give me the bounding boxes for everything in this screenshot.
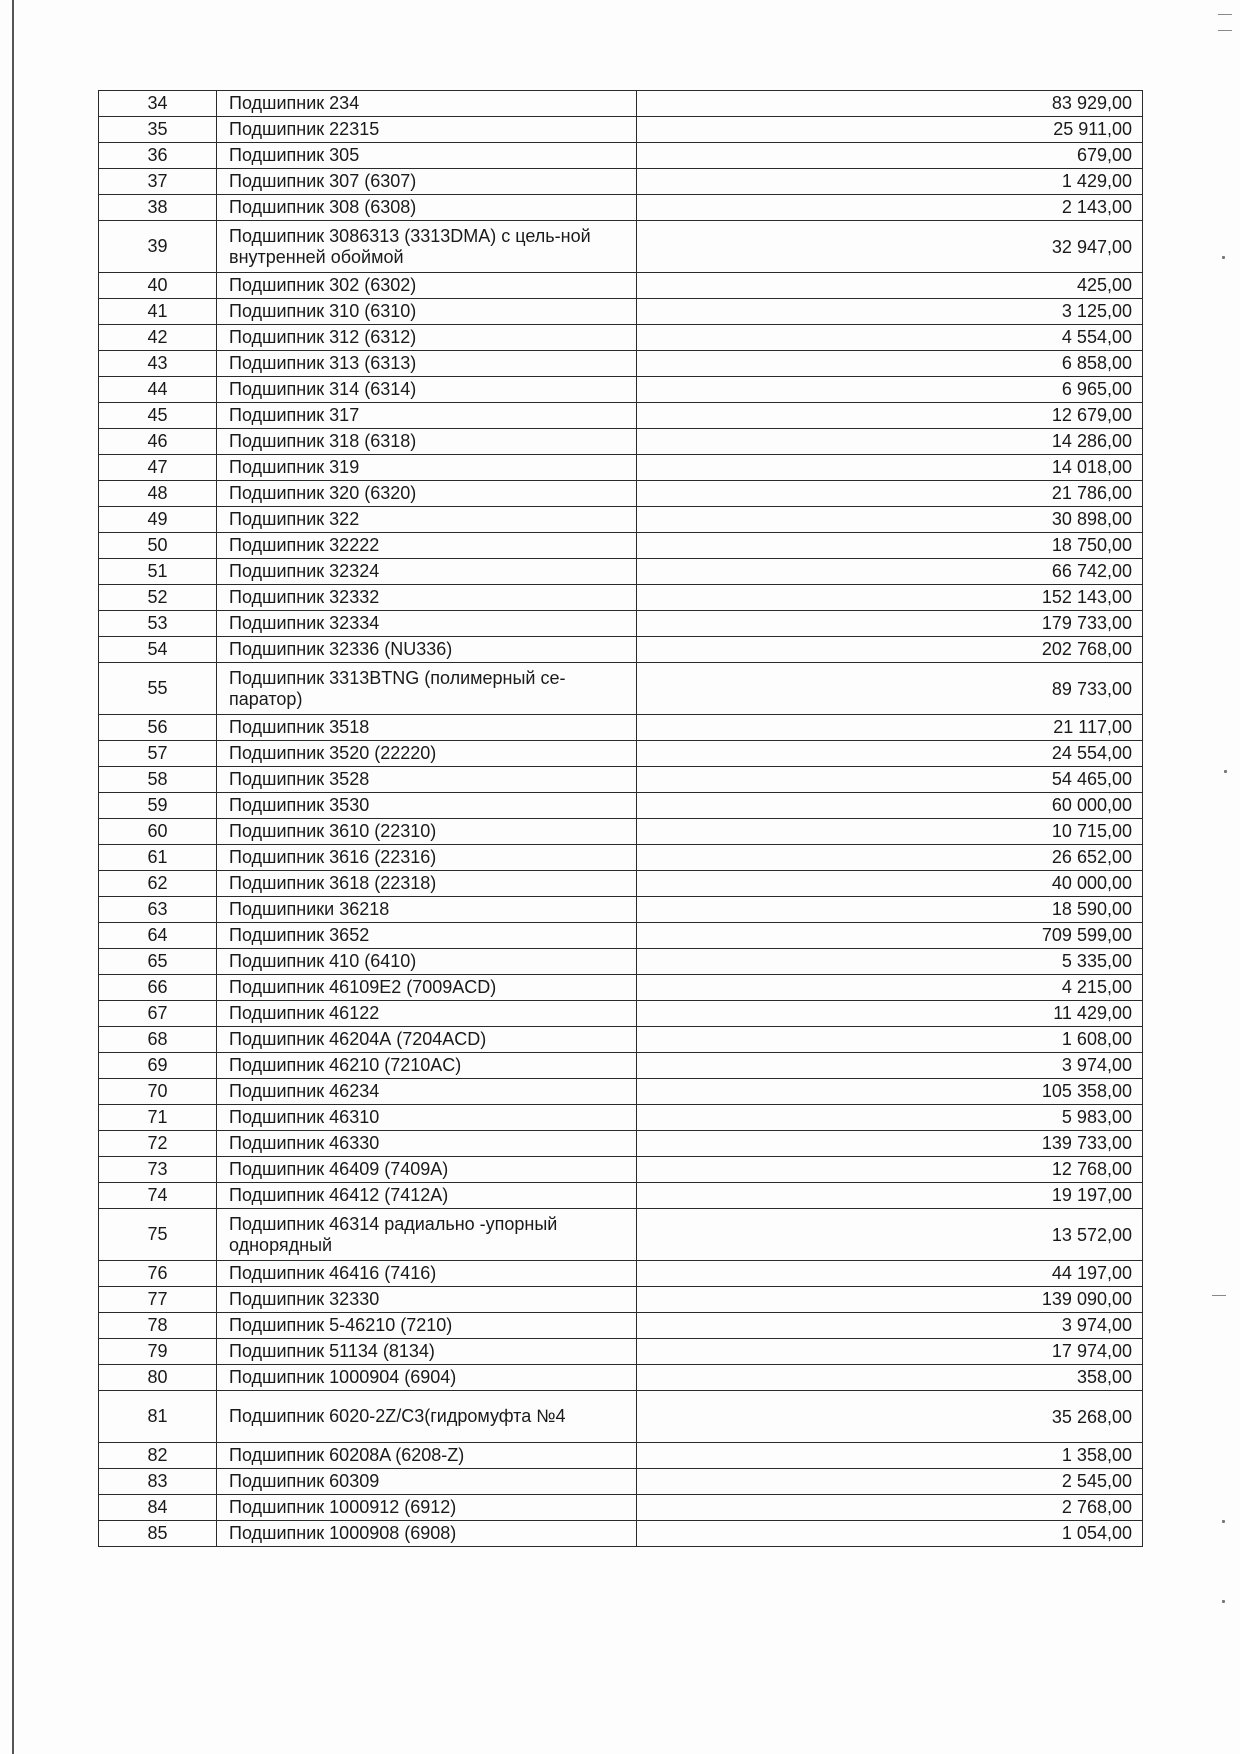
row-number-cell: 53 bbox=[99, 611, 217, 637]
row-number-cell: 59 bbox=[99, 793, 217, 819]
row-number-cell: 51 bbox=[99, 559, 217, 585]
row-number-cell: 83 bbox=[99, 1469, 217, 1495]
item-name-cell: Подшипник 314 (6314) bbox=[217, 377, 637, 403]
item-name-cell: Подшипник 1000908 (6908) bbox=[217, 1521, 637, 1547]
item-name-cell: Подшипник 32334 bbox=[217, 611, 637, 637]
table-row bbox=[99, 975, 1143, 1001]
table-row bbox=[99, 1157, 1143, 1183]
price-cell: 2 545,00 bbox=[637, 1469, 1143, 1495]
row-number-cell: 56 bbox=[99, 715, 217, 741]
item-name-cell: Подшипник 307 (6307) bbox=[217, 169, 637, 195]
price-cell: 17 974,00 bbox=[637, 1339, 1143, 1365]
price-table bbox=[98, 90, 1143, 1547]
price-cell: 6 965,00 bbox=[637, 377, 1143, 403]
item-name-cell: Подшипник 32330 bbox=[217, 1287, 637, 1313]
item-name-cell: Подшипник 410 (6410) bbox=[217, 949, 637, 975]
price-cell: 24 554,00 bbox=[637, 741, 1143, 767]
row-number-cell: 38 bbox=[99, 195, 217, 221]
price-cell: 44 197,00 bbox=[637, 1261, 1143, 1287]
price-cell: 1 429,00 bbox=[637, 169, 1143, 195]
table-row bbox=[99, 1053, 1143, 1079]
item-name-cell: Подшипник 32332 bbox=[217, 585, 637, 611]
row-number-cell: 72 bbox=[99, 1131, 217, 1157]
price-cell: 18 590,00 bbox=[637, 897, 1143, 923]
price-cell: 358,00 bbox=[637, 1365, 1143, 1391]
item-name-cell: Подшипник 3518 bbox=[217, 715, 637, 741]
table-row bbox=[99, 325, 1143, 351]
table-row bbox=[99, 1521, 1143, 1547]
price-cell: 26 652,00 bbox=[637, 845, 1143, 871]
row-number-cell: 41 bbox=[99, 299, 217, 325]
row-number-cell: 76 bbox=[99, 1261, 217, 1287]
item-name-cell: Подшипник 313 (6313) bbox=[217, 351, 637, 377]
price-cell: 21 117,00 bbox=[637, 715, 1143, 741]
table-row bbox=[99, 1209, 1143, 1261]
table-row bbox=[99, 1261, 1143, 1287]
item-name-cell: Подшипник 310 (6310) bbox=[217, 299, 637, 325]
table-row bbox=[99, 819, 1143, 845]
price-cell: 679,00 bbox=[637, 143, 1143, 169]
row-number-cell: 65 bbox=[99, 949, 217, 975]
row-number-cell: 69 bbox=[99, 1053, 217, 1079]
item-name-cell: Подшипник 3610 (22310) bbox=[217, 819, 637, 845]
table-row bbox=[99, 1391, 1143, 1443]
price-cell: 3 974,00 bbox=[637, 1313, 1143, 1339]
row-number-cell: 60 bbox=[99, 819, 217, 845]
item-name-cell: Подшипник 312 (6312) bbox=[217, 325, 637, 351]
table-row bbox=[99, 299, 1143, 325]
price-cell: 54 465,00 bbox=[637, 767, 1143, 793]
table-row bbox=[99, 455, 1143, 481]
scan-edge-mark bbox=[1218, 14, 1232, 15]
item-name-cell: Подшипник 46204А (7204ACD) bbox=[217, 1027, 637, 1053]
row-number-cell: 73 bbox=[99, 1157, 217, 1183]
price-cell: 12 679,00 bbox=[637, 403, 1143, 429]
item-name-cell: Подшипник 6020-2Z/C3(гидромуфта №4 bbox=[217, 1391, 637, 1443]
scan-edge-mark bbox=[1218, 30, 1232, 31]
table-row bbox=[99, 741, 1143, 767]
item-name-cell: Подшипник 3616 (22316) bbox=[217, 845, 637, 871]
scan-edge-line bbox=[12, 0, 14, 1754]
table-row bbox=[99, 845, 1143, 871]
price-cell: 4 215,00 bbox=[637, 975, 1143, 1001]
price-cell: 105 358,00 bbox=[637, 1079, 1143, 1105]
price-cell: 139 090,00 bbox=[637, 1287, 1143, 1313]
table-row bbox=[99, 195, 1143, 221]
price-cell: 709 599,00 bbox=[637, 923, 1143, 949]
row-number-cell: 39 bbox=[99, 221, 217, 273]
item-name-cell: Подшипник 46310 bbox=[217, 1105, 637, 1131]
table-row bbox=[99, 1183, 1143, 1209]
item-name-cell: Подшипник 3530 bbox=[217, 793, 637, 819]
row-number-cell: 78 bbox=[99, 1313, 217, 1339]
item-name-cell: Подшипник 46314 радиально -упорный однорядный bbox=[217, 1209, 637, 1261]
item-name-cell: Подшипник 308 (6308) bbox=[217, 195, 637, 221]
item-name-cell: Подшипник 3528 bbox=[217, 767, 637, 793]
row-number-cell: 46 bbox=[99, 429, 217, 455]
item-name-cell: Подшипник 32336 (NU336) bbox=[217, 637, 637, 663]
item-name-cell: Подшипники 36218 bbox=[217, 897, 637, 923]
item-name-cell: Подшипник 3652 bbox=[217, 923, 637, 949]
item-name-cell: Подшипник 317 bbox=[217, 403, 637, 429]
item-name-cell: Подшипник 46109Е2 (7009ACD) bbox=[217, 975, 637, 1001]
price-cell: 425,00 bbox=[637, 273, 1143, 299]
item-name-cell: Подшипник 320 (6320) bbox=[217, 481, 637, 507]
row-number-cell: 84 bbox=[99, 1495, 217, 1521]
price-cell: 13 572,00 bbox=[637, 1209, 1143, 1261]
price-cell: 139 733,00 bbox=[637, 1131, 1143, 1157]
item-name-cell: Подшипник 32324 bbox=[217, 559, 637, 585]
row-number-cell: 49 bbox=[99, 507, 217, 533]
item-name-cell: Подшипник 51134 (8134) bbox=[217, 1339, 637, 1365]
item-name-cell: Подшипник 3313BTNG (полимерный се-паратор) bbox=[217, 663, 637, 715]
row-number-cell: 42 bbox=[99, 325, 217, 351]
price-cell: 2 143,00 bbox=[637, 195, 1143, 221]
price-cell: 5 335,00 bbox=[637, 949, 1143, 975]
table-row bbox=[99, 273, 1143, 299]
table-row bbox=[99, 143, 1143, 169]
item-name-cell: Подшипник 46122 bbox=[217, 1001, 637, 1027]
table-row bbox=[99, 663, 1143, 715]
item-name-cell: Подшипник 60309 bbox=[217, 1469, 637, 1495]
table-row bbox=[99, 871, 1143, 897]
price-cell: 1 358,00 bbox=[637, 1443, 1143, 1469]
table-row bbox=[99, 1079, 1143, 1105]
table-row bbox=[99, 559, 1143, 585]
row-number-cell: 79 bbox=[99, 1339, 217, 1365]
row-number-cell: 40 bbox=[99, 273, 217, 299]
row-number-cell: 77 bbox=[99, 1287, 217, 1313]
row-number-cell: 61 bbox=[99, 845, 217, 871]
item-name-cell: Подшипник 46234 bbox=[217, 1079, 637, 1105]
row-number-cell: 34 bbox=[99, 91, 217, 117]
row-number-cell: 62 bbox=[99, 871, 217, 897]
row-number-cell: 43 bbox=[99, 351, 217, 377]
item-name-cell: Подшипник 319 bbox=[217, 455, 637, 481]
row-number-cell: 70 bbox=[99, 1079, 217, 1105]
price-cell: 1 608,00 bbox=[637, 1027, 1143, 1053]
price-cell: 60 000,00 bbox=[637, 793, 1143, 819]
scan-speck bbox=[1222, 256, 1225, 259]
table-row bbox=[99, 403, 1143, 429]
table-row bbox=[99, 1313, 1143, 1339]
table-row bbox=[99, 1495, 1143, 1521]
price-cell: 4 554,00 bbox=[637, 325, 1143, 351]
row-number-cell: 71 bbox=[99, 1105, 217, 1131]
row-number-cell: 48 bbox=[99, 481, 217, 507]
row-number-cell: 57 bbox=[99, 741, 217, 767]
table-row bbox=[99, 715, 1143, 741]
price-cell: 10 715,00 bbox=[637, 819, 1143, 845]
row-number-cell: 50 bbox=[99, 533, 217, 559]
table-row bbox=[99, 507, 1143, 533]
row-number-cell: 35 bbox=[99, 117, 217, 143]
price-cell: 2 768,00 bbox=[637, 1495, 1143, 1521]
price-cell: 14 286,00 bbox=[637, 429, 1143, 455]
table-row bbox=[99, 637, 1143, 663]
item-name-cell: Подшипник 46330 bbox=[217, 1131, 637, 1157]
table-row bbox=[99, 481, 1143, 507]
item-name-cell: Подшипник 3086313 (3313DMA) с цель-ной внутренней обоймой bbox=[217, 221, 637, 273]
price-cell: 202 768,00 bbox=[637, 637, 1143, 663]
table-row bbox=[99, 949, 1143, 975]
row-number-cell: 37 bbox=[99, 169, 217, 195]
price-cell: 152 143,00 bbox=[637, 585, 1143, 611]
row-number-cell: 68 bbox=[99, 1027, 217, 1053]
item-name-cell: Подшипник 3618 (22318) bbox=[217, 871, 637, 897]
price-cell: 30 898,00 bbox=[637, 507, 1143, 533]
item-name-cell: Подшипник 46412 (7412A) bbox=[217, 1183, 637, 1209]
price-cell: 1 054,00 bbox=[637, 1521, 1143, 1547]
price-cell: 25 911,00 bbox=[637, 117, 1143, 143]
row-number-cell: 80 bbox=[99, 1365, 217, 1391]
row-number-cell: 47 bbox=[99, 455, 217, 481]
row-number-cell: 85 bbox=[99, 1521, 217, 1547]
item-name-cell: Подшипник 46210 (7210AC) bbox=[217, 1053, 637, 1079]
table-row bbox=[99, 91, 1143, 117]
item-name-cell: Подшипник 1000912 (6912) bbox=[217, 1495, 637, 1521]
item-name-cell: Подшипник 234 bbox=[217, 91, 637, 117]
table-row bbox=[99, 351, 1143, 377]
row-number-cell: 58 bbox=[99, 767, 217, 793]
table-row bbox=[99, 1469, 1143, 1495]
table-row bbox=[99, 377, 1143, 403]
table-body bbox=[99, 91, 1143, 1547]
table-row bbox=[99, 1443, 1143, 1469]
table-row bbox=[99, 611, 1143, 637]
row-number-cell: 45 bbox=[99, 403, 217, 429]
item-name-cell: Подшипник 46416 (7416) bbox=[217, 1261, 637, 1287]
table-row bbox=[99, 533, 1143, 559]
item-name-cell: Подшипник 46409 (7409A) bbox=[217, 1157, 637, 1183]
scan-speck bbox=[1222, 1520, 1225, 1523]
table-row bbox=[99, 1365, 1143, 1391]
item-name-cell: Подшипник 322 bbox=[217, 507, 637, 533]
scan-speck bbox=[1224, 770, 1227, 773]
row-number-cell: 36 bbox=[99, 143, 217, 169]
price-cell: 11 429,00 bbox=[637, 1001, 1143, 1027]
price-cell: 6 858,00 bbox=[637, 351, 1143, 377]
scan-edge-mark bbox=[1212, 1295, 1226, 1296]
item-name-cell: Подшипник 3520 (22220) bbox=[217, 741, 637, 767]
row-number-cell: 82 bbox=[99, 1443, 217, 1469]
table-row bbox=[99, 767, 1143, 793]
table-row bbox=[99, 429, 1143, 455]
item-name-cell: Подшипник 60208A (6208-Z) bbox=[217, 1443, 637, 1469]
item-name-cell: Подшипник 302 (6302) bbox=[217, 273, 637, 299]
item-name-cell: Подшипник 305 bbox=[217, 143, 637, 169]
price-cell: 3 974,00 bbox=[637, 1053, 1143, 1079]
item-name-cell: Подшипник 22315 bbox=[217, 117, 637, 143]
table-row bbox=[99, 897, 1143, 923]
table-row bbox=[99, 169, 1143, 195]
row-number-cell: 66 bbox=[99, 975, 217, 1001]
item-name-cell: Подшипник 32222 bbox=[217, 533, 637, 559]
item-name-cell: Подшипник 5-46210 (7210) bbox=[217, 1313, 637, 1339]
price-cell: 89 733,00 bbox=[637, 663, 1143, 715]
price-cell: 3 125,00 bbox=[637, 299, 1143, 325]
table-row bbox=[99, 221, 1143, 273]
price-cell: 40 000,00 bbox=[637, 871, 1143, 897]
table-row bbox=[99, 585, 1143, 611]
table-row bbox=[99, 1105, 1143, 1131]
row-number-cell: 74 bbox=[99, 1183, 217, 1209]
row-number-cell: 81 bbox=[99, 1391, 217, 1443]
item-name-cell: Подшипник 1000904 (6904) bbox=[217, 1365, 637, 1391]
table-row bbox=[99, 923, 1143, 949]
price-cell: 32 947,00 bbox=[637, 221, 1143, 273]
price-cell: 19 197,00 bbox=[637, 1183, 1143, 1209]
row-number-cell: 67 bbox=[99, 1001, 217, 1027]
price-cell: 83 929,00 bbox=[637, 91, 1143, 117]
row-number-cell: 64 bbox=[99, 923, 217, 949]
price-cell: 35 268,00 bbox=[637, 1391, 1143, 1443]
table-row bbox=[99, 1131, 1143, 1157]
price-cell: 14 018,00 bbox=[637, 455, 1143, 481]
table-row bbox=[99, 793, 1143, 819]
row-number-cell: 54 bbox=[99, 637, 217, 663]
item-name-cell: Подшипник 318 (6318) bbox=[217, 429, 637, 455]
row-number-cell: 55 bbox=[99, 663, 217, 715]
price-cell: 179 733,00 bbox=[637, 611, 1143, 637]
table-row bbox=[99, 1339, 1143, 1365]
price-cell: 21 786,00 bbox=[637, 481, 1143, 507]
price-cell: 66 742,00 bbox=[637, 559, 1143, 585]
price-cell: 5 983,00 bbox=[637, 1105, 1143, 1131]
price-cell: 18 750,00 bbox=[637, 533, 1143, 559]
row-number-cell: 44 bbox=[99, 377, 217, 403]
table-row bbox=[99, 1287, 1143, 1313]
scan-speck bbox=[1222, 1600, 1225, 1603]
table-row bbox=[99, 1027, 1143, 1053]
row-number-cell: 63 bbox=[99, 897, 217, 923]
table-row bbox=[99, 1001, 1143, 1027]
table-row bbox=[99, 117, 1143, 143]
price-cell: 12 768,00 bbox=[637, 1157, 1143, 1183]
row-number-cell: 75 bbox=[99, 1209, 217, 1261]
row-number-cell: 52 bbox=[99, 585, 217, 611]
